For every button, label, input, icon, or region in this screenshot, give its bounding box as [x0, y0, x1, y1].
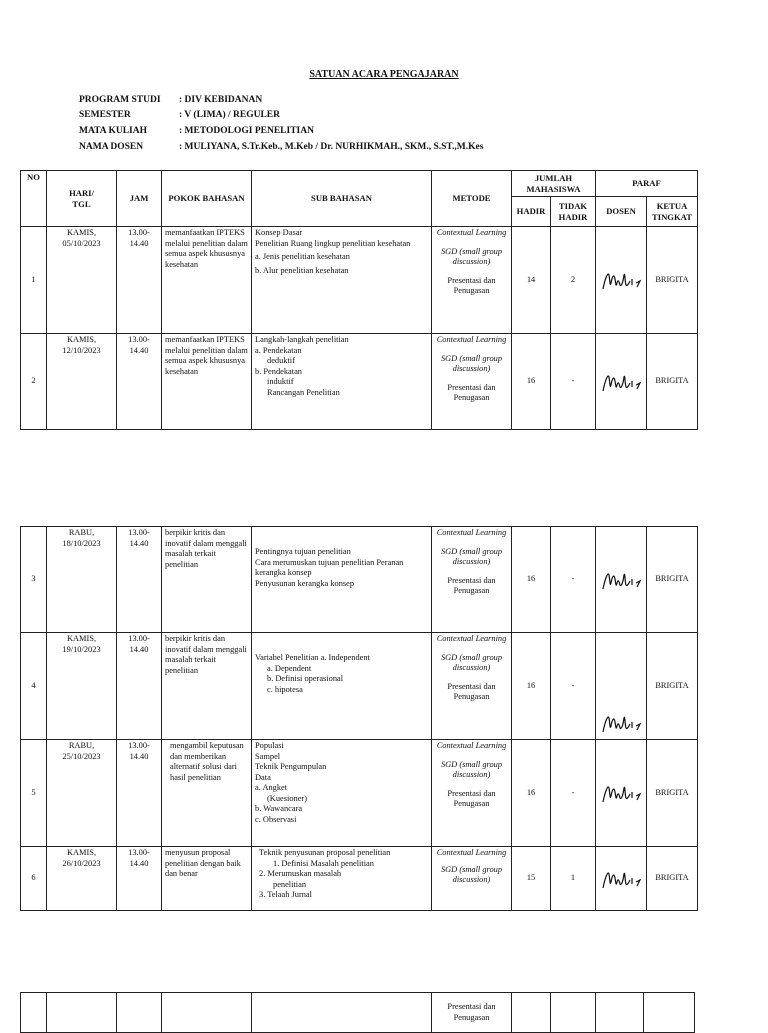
row-hadir: 14: [512, 227, 551, 334]
row-tidak-hadir: 2: [551, 227, 596, 334]
document-title: SATUAN ACARA PENGAJARAN: [309, 69, 459, 80]
meta-mata-kuliah: MATA KULIAH : METODOLOGI PENELITIAN: [79, 126, 314, 136]
table-row: [21, 847, 698, 911]
table-row: [21, 227, 698, 334]
row-jam: 13.00- 14.40: [117, 847, 162, 911]
row-jam: 13.00- 14.40: [117, 740, 162, 847]
row-ketua-tingkat: BRIGITA: [647, 227, 698, 334]
signature-image: [599, 565, 643, 595]
header-tidak-hadir: TIDAK HADIR: [551, 197, 596, 227]
header-jumlah-mahasiswa: JUMLAH MAHASISWA: [512, 171, 596, 197]
row-date: RABU, 25/10/2023: [47, 740, 117, 847]
row-date: KAMIS, 26/10/2023: [47, 847, 117, 911]
header-sub-bahasan: SUB BAHASAN: [252, 171, 432, 227]
table-row: [21, 740, 698, 847]
row-pokok-bahasan: mengambil keputusan dan memberikan alternatif solusi dari hasil penelitian: [162, 740, 252, 847]
row-date: RABU, 18/10/2023: [47, 527, 117, 633]
header-jam: JAM: [117, 171, 162, 227]
table-row-continued: [21, 993, 695, 1033]
header-hari-tgl: HARI/ TGL: [47, 171, 117, 227]
row-no: 2: [21, 334, 47, 430]
table-row: [21, 334, 698, 430]
row-dosen-signature: [596, 227, 647, 334]
row-metode: Contextual Learning SGD (small group discussion): [432, 847, 512, 911]
row-jam: 13.00- 14.40: [117, 227, 162, 334]
row-no: 5: [21, 740, 47, 847]
row-tidak-hadir: -: [551, 334, 596, 430]
row-metode: Contextual Learning SGD (small group discussion) Presentasi dan Penugasan: [432, 334, 512, 430]
row-metode: Contextual Learning SGD (small group discussion) Presentasi dan Penugasan: [432, 227, 512, 334]
row-dosen-signature: [596, 334, 647, 430]
row-hadir: 16: [512, 633, 551, 740]
row-no: 6: [21, 847, 47, 911]
row-tidak-hadir: -: [551, 740, 596, 847]
row-dosen-signature: [596, 527, 647, 633]
row-pokok-bahasan: memanfaatkan IPTEKS melalui penelitian dalam semua aspek khususnya kesehatan: [162, 227, 252, 334]
row-sub-bahasan: Populasi Sampel Teknik Pengumpulan Data a. Angket (Kuesioner) b. Wawancara c. Observasi: [252, 740, 432, 847]
row-metode: Contextual Learning SGD (small group discussion) Presentasi dan Penugasan: [432, 527, 512, 633]
row-date: KAMIS, 19/10/2023: [47, 633, 117, 740]
row-hadir: 16: [512, 740, 551, 847]
row-no: 1: [21, 227, 47, 334]
row-tidak-hadir: -: [551, 633, 596, 740]
row-sub-bahasan: Teknik penyusunan proposal penelitian 1. Definisi Masalah penelitian 2. Merumuskan masalah penelitian 3. Telaah Jurnal: [252, 847, 432, 911]
row-sub-bahasan: Langkah-langkah penelitian a. Pendekatan deduktif b. Pendekatan induktif Rancangan Penelitian: [252, 334, 432, 430]
row-no: 4: [21, 633, 47, 740]
signature-image: [599, 778, 643, 808]
row-metode: Presentasi dan Penugasan: [432, 993, 512, 1033]
meta-program-studi: PROGRAM STUDI : DIV KEBIDANAN: [79, 95, 263, 105]
row-tidak-hadir: -: [551, 527, 596, 633]
row-ketua-tingkat: BRIGITA: [647, 633, 698, 740]
row-jam: 13.00- 14.40: [117, 527, 162, 633]
row-ketua-tingkat: BRIGITA: [647, 334, 698, 430]
row-no: 3: [21, 527, 47, 633]
row-ketua-tingkat: BRIGITA: [647, 740, 698, 847]
row-jam: 13.00- 14.40: [117, 633, 162, 740]
row-hadir: 16: [512, 334, 551, 430]
signature-image: [599, 265, 643, 295]
row-metode: Contextual Learning SGD (small group discussion) Presentasi dan Penugasan: [432, 633, 512, 740]
row-sub-bahasan: Pentingnya tujuan penelitian Cara merumuskan tujuan penelitian Peranan kerangka konsep Penyusunan kerangka konsep: [252, 527, 432, 633]
row-hadir: 16: [512, 527, 551, 633]
row-pokok-bahasan: berpikir kritis dan inovatif dalam menggali masalah terkait penelitian: [162, 633, 252, 740]
header-pokok-bahasan: POKOK BAHASAN: [162, 171, 252, 227]
row-tidak-hadir: 1: [551, 847, 596, 911]
row-ketua-tingkat: BRIGITA: [647, 527, 698, 633]
row-metode: Contextual Learning SGD (small group discussion) Presentasi dan Penugasan: [432, 740, 512, 847]
header-ketua-tingkat: KETUA TINGKAT: [647, 197, 698, 227]
row-pokok-bahasan: menyusun proposal penelitian dengan baik dan benar: [162, 847, 252, 911]
table-row: [21, 633, 698, 740]
meta-nama-dosen: NAMA DOSEN : MULIYANA, S.Tr.Keb., M.Keb / Dr. NURHIKMAH., SKM., S.ST.,M.Kes: [79, 142, 484, 152]
row-date: KAMIS, 05/10/2023: [47, 227, 117, 334]
row-jam: 13.00- 14.40: [117, 334, 162, 430]
header-paraf: PARAF: [596, 171, 698, 197]
row-ketua-tingkat: BRIGITA: [647, 847, 698, 911]
row-sub-bahasan: Variabel Penelitian a. Independent a. Dependent b. Definisi operasional c. hipotesa: [252, 633, 432, 740]
schedule-table-1: [20, 170, 698, 430]
row-date: KAMIS, 12/10/2023: [47, 334, 117, 430]
row-pokok-bahasan: berpikir kritis dan inovatif dalam menggali masalah terkait penelitian: [162, 527, 252, 633]
row-pokok-bahasan: memanfaatkan IPTEKS melalui penelitian dalam semua aspek khususnya kesehatan: [162, 334, 252, 430]
meta-semester: SEMESTER : V (LIMA) / REGULER: [79, 110, 280, 120]
row-dosen-signature: [596, 633, 647, 740]
header-dosen: DOSEN: [596, 197, 647, 227]
header-hadir: HADIR: [512, 197, 551, 227]
signature-image: [599, 864, 643, 894]
row-dosen-signature: [596, 847, 647, 911]
row-sub-bahasan: Konsep Dasar Penelitian Ruang lingkup penelitian kesehatan a. Jenis penelitian kesehatan b. Alur penelitian kesehatan: [252, 227, 432, 334]
row-dosen-signature: [596, 740, 647, 847]
signature-image: [599, 367, 643, 397]
table-row: [21, 527, 698, 633]
header-no: NO: [21, 171, 47, 227]
schedule-table-2: [20, 526, 698, 911]
signature-image: [599, 708, 643, 738]
row-hadir: 15: [512, 847, 551, 911]
header-metode: METODE: [432, 171, 512, 227]
schedule-table-3: [20, 992, 695, 1033]
